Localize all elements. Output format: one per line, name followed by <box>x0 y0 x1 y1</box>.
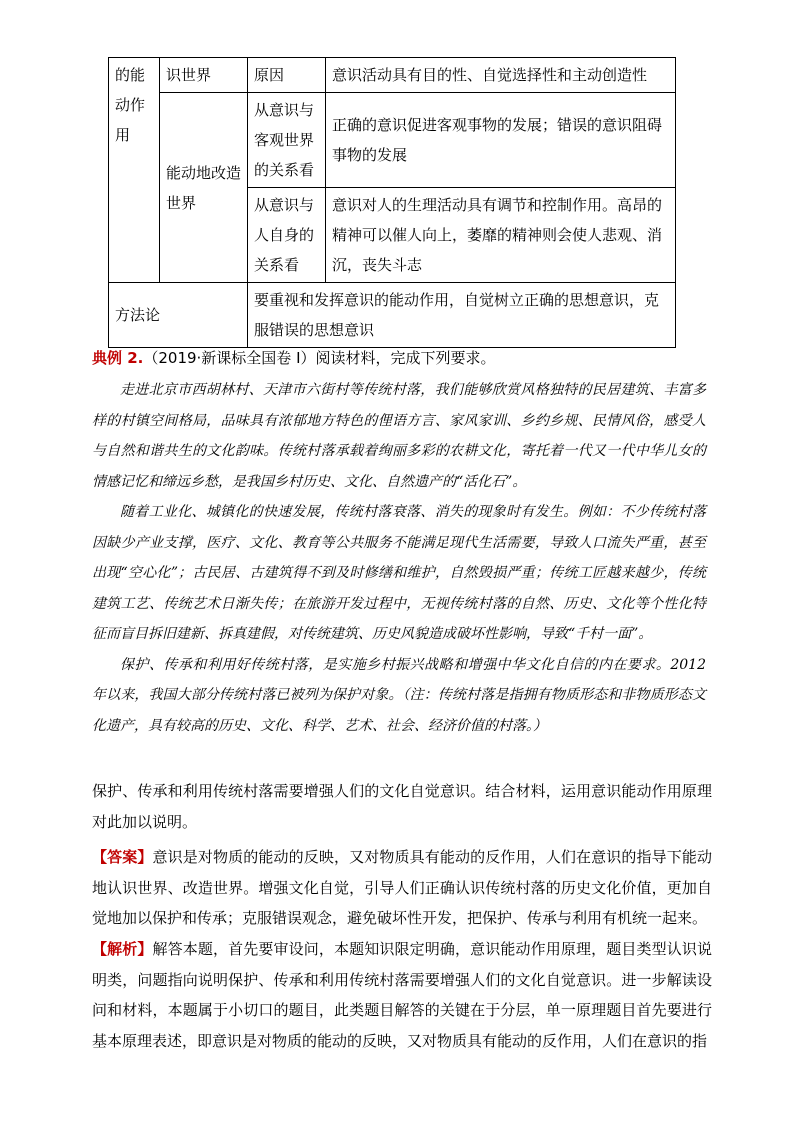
table-cell: 正确的意识促进客观事物的发展；错误的意识阻碍事物的发展 <box>326 93 676 188</box>
table-cell: 意识对人的生理活动具有调节和控制作用。高昂的精神可以催人向上，萎靡的精神则会使人悲观、消沉，丧失斗志 <box>326 188 676 283</box>
table-cell: 从意识与人自身的关系看 <box>248 188 326 283</box>
table-row <box>109 58 676 93</box>
table-cell: 原因 <box>248 58 326 93</box>
analysis-text: 解答本题，首先要审设问，本题知识限定明确，意识能动作用原理，题目类型认识说明类，问题指向说明保护、传承和利用传统村落需要增强人们的文化自觉意识。进一步解读设问和材料，本题属于小切口的题目，此类题目解答的关键在于分层，单一原理题目首先要进行基本原理表述，即意识是对物质的能动的反映，又对物质具有能动的反作用，人们在意识的指 <box>92 940 712 1050</box>
answer-text: 意识是对物质的能动的反映，又对物质具有能动的反作用，人们在意识的指导下能动地认识世界、改造世界。增强文化自觉，引导人们正确认识传统村落的历史文化价值，更加自觉地加以保护和传承；克服错误观念，避免破坏性开发，把保护、传承与利用有机统一起来。 <box>92 848 712 927</box>
table-cell: 方法论 <box>109 283 248 348</box>
table-cell: 要重视和发挥意识的能动作用，自觉树立正确的思想意识，克服错误的思想意识 <box>248 283 676 348</box>
example-title: （2019·新课标全国卷 I）阅读材料，完成下列要求。 <box>143 349 496 367</box>
analysis-tag: 【解析】 <box>92 940 153 958</box>
table-row <box>109 93 676 188</box>
summary-table <box>108 57 676 348</box>
material-paragraph: 保护、传承和利用好传统村落，是实施乡村振兴战略和增强中华文化自信的内在要求。2012 年以来，我国大部分传统村落已被列为保护对象。（注：传统村落是指拥有物质形态和非物质形态文化遗产，具有较高的历史、文化、科学、艺术、社会、经济价值的村落。） <box>92 656 706 734</box>
material-paragraph: 随着工业化、城镇化的快速发展，传统村落衰落、消失的现象时有发生。例如：不少传统村落因缺少产业支撑，医疗、文化、教育等公共服务不能满足现代生活需要，导致人口流失严重，甚至出现“空心化”；古民居、古建筑得不到及时修缮和维护，自然毁损严重；传统工匠越来越少，传统建筑工艺、传统艺术日渐失传；在旅游开发过程中，无视传统村落的自然、历史、文化等个性化特征而盲目拆旧建新、拆真建假，对传统建筑、历史风貌造成破坏性影响，导致“千村一面”。 <box>92 504 706 642</box>
question-text: 保护、传承和利用传统村落需要增强人们的文化自觉意识。结合材料，运用意识能动作用原理对此加以说明。 <box>92 782 712 831</box>
example-label: 典例 2. <box>92 349 144 367</box>
table-cell: 识世界 <box>160 58 248 93</box>
table-cell: 的能动作用 <box>109 58 160 283</box>
table-row <box>109 283 676 348</box>
table-cell: 能动地改造世界 <box>160 93 248 283</box>
material-paragraph: 走进北京市西胡林村、天津市六街村等传统村落，我们能够欣赏风格独特的民居建筑、丰富多样的村镇空间格局，品味具有浓郁地方特色的俚语方言、家风家训、乡约乡规、民情风俗，感受人与自然和谐共生的文化韵味。传统村落承载着绚丽多彩的农耕文化，寄托着一代又一代中华儿女的情感记忆和缔远乡愁，是我国乡村历史、文化、自然遗产的“活化石”。 <box>92 382 706 490</box>
reading-material <box>92 375 706 741</box>
answer-block <box>92 842 712 934</box>
question-block <box>92 776 712 837</box>
analysis-block <box>92 934 712 1056</box>
table-cell: 意识活动具有目的性、自觉选择性和主动创造性 <box>326 58 676 93</box>
answer-tag: 【答案】 <box>92 848 153 866</box>
example-heading <box>92 347 496 369</box>
table-cell: 从意识与客观世界的关系看 <box>248 93 326 188</box>
